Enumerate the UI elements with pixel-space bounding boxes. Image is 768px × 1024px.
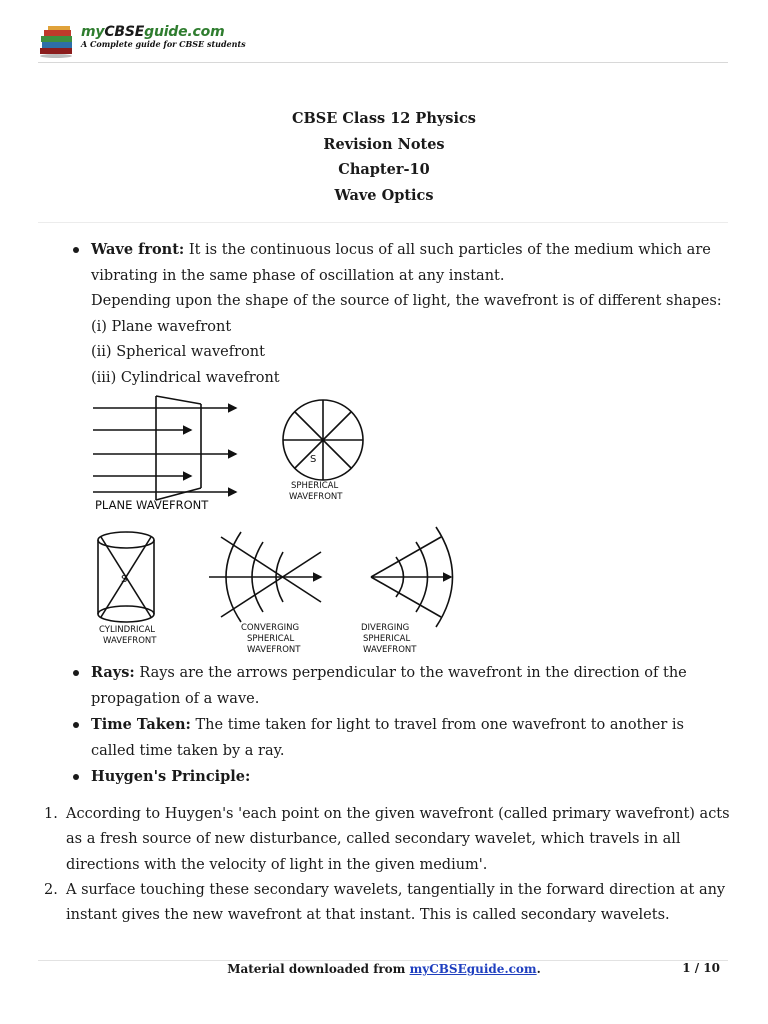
cylindrical-label-1: CYLINDRICAL	[99, 625, 156, 635]
item-text: A surface touching these secondary wavelets, tangentially in the forward direction at any instant gives the new wavefront at that instant. This is called secondary wavelets.	[66, 881, 726, 924]
title-notes: Revision Notes	[323, 135, 445, 153]
title-topic: Wave Optics	[334, 187, 434, 205]
list-item-huygens	[0, 764, 768, 791]
shape-cylindrical: (iii) Cylindrical wavefront	[91, 369, 280, 386]
bullet-icon	[73, 247, 79, 253]
bullet-icon	[73, 722, 79, 728]
item-text: According to Huygen's 'each point on the given wavefront (called primary wavefront) acts as a fresh source of new disturbance, called secondary wavelet, which travels in all directions with the velocity of light in the given medium'.	[66, 806, 730, 873]
bullet-icon	[73, 670, 79, 676]
definition-wavefront: It is the continuous locus of all such particles of the medium which are vibrating in the same phase of oscillation at any instant.	[91, 242, 711, 284]
definition-time-taken: The time taken for light to travel from one wavefront to another is called time taken by a ray.	[91, 717, 684, 759]
footer-prefix: Material downloaded from	[227, 962, 410, 976]
page-number: 1 / 10	[682, 961, 720, 975]
definitions-list	[0, 660, 768, 791]
brand-name: myCBSEguide.com	[81, 24, 225, 40]
item-number: 2.	[44, 881, 58, 898]
page-footer	[0, 962, 768, 976]
plane-wavefront-label: PLANE WAVEFRONT	[95, 498, 209, 512]
page-header	[38, 24, 728, 64]
shape-spherical: (ii) Spherical wavefront	[91, 344, 265, 360]
footer-link[interactable]: myCBSEguide.com	[409, 962, 537, 976]
footer-suffix: .	[536, 962, 541, 976]
cylindrical-label-2: WAVEFRONT	[103, 636, 157, 646]
wavefront-shapes-intro: Depending upon the shape of the source of light, the wavefront is of different shapes:	[91, 293, 722, 309]
list-item	[0, 802, 768, 878]
document-title	[0, 106, 768, 209]
converging-label-3: WAVEFRONT	[247, 645, 301, 655]
huygens-points	[0, 802, 768, 928]
brand-tagline: A Complete guide for CBSE students	[81, 39, 246, 49]
term-time-taken: Time Taken:	[91, 716, 191, 733]
books-logo-icon	[38, 24, 78, 58]
spherical-wavefront-figure	[283, 400, 363, 480]
term-wavefront: Wave front:	[91, 241, 185, 258]
list-item	[0, 878, 768, 929]
bullet-icon	[73, 774, 79, 780]
list-item-wavefront	[0, 237, 768, 391]
converging-label-2: SPHERICAL	[247, 634, 295, 644]
diverging-label-2: SPHERICAL	[363, 634, 411, 644]
list-item-rays	[0, 660, 768, 712]
title-class: CBSE Class 12 Physics	[292, 110, 476, 127]
spherical-label-2: WAVEFRONT	[289, 492, 343, 502]
wavefront-section	[0, 237, 768, 391]
spherical-source-label: S	[310, 454, 317, 465]
converging-label-1: CONVERGING	[241, 623, 300, 633]
definition-rays: Rays are the arrows perpendicular to the wavefront in the direction of the propagation of a wave.	[91, 665, 687, 707]
wavefront-diagram	[91, 392, 481, 658]
header-divider	[38, 62, 728, 63]
cylindrical-source-label: S	[121, 574, 128, 585]
list-item-time-taken	[0, 712, 768, 764]
converging-wavefront-figure	[209, 532, 321, 622]
term-huygens: Huygen's Principle:	[91, 768, 251, 785]
item-number: 1.	[44, 806, 58, 822]
diverging-label-3: WAVEFRONT	[363, 645, 417, 655]
diverging-wavefront-figure	[371, 527, 453, 627]
plane-wavefront-figure	[93, 396, 236, 500]
title-chapter: Chapter-10	[338, 161, 430, 179]
site-logo[interactable]	[38, 24, 246, 58]
diverging-label-1: DIVERGING	[361, 623, 410, 633]
title-divider	[38, 222, 728, 223]
spherical-label-1: SPHERICAL	[291, 481, 339, 491]
term-rays: Rays:	[91, 664, 135, 681]
footer-divider	[38, 960, 728, 961]
shape-plane: (i) Plane wavefront	[91, 318, 232, 335]
